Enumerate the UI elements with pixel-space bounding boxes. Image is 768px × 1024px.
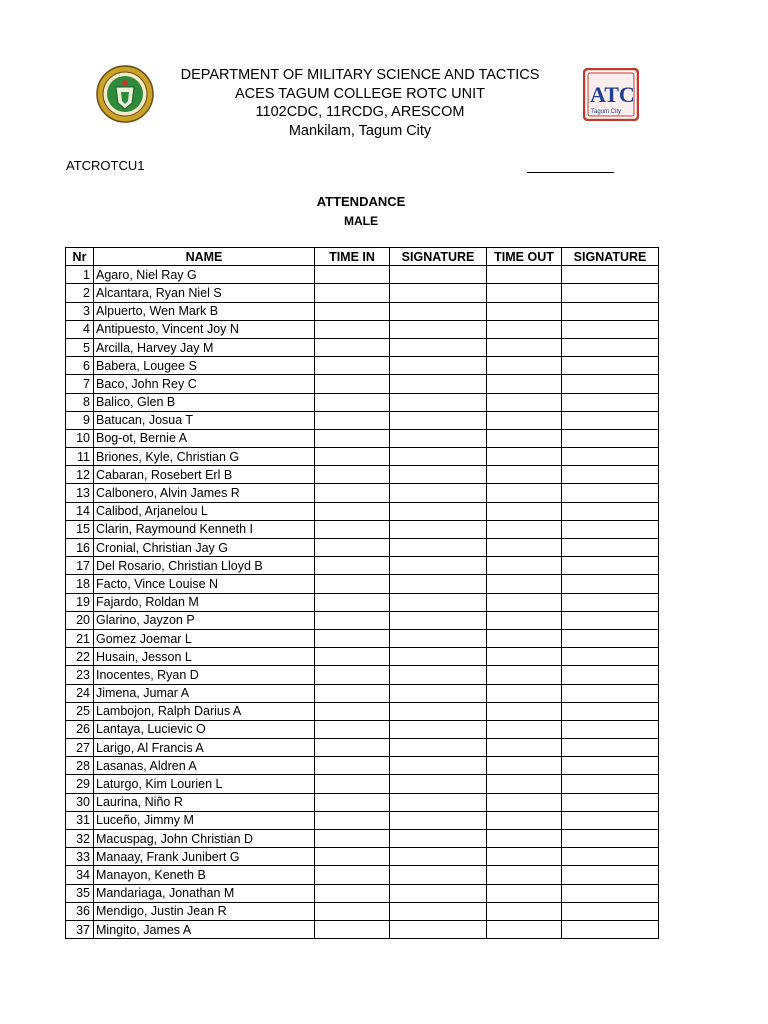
attendance-table xyxy=(65,247,659,939)
time-in-cell xyxy=(315,375,390,393)
time-out-cell xyxy=(487,429,562,447)
row-name: Babera, Lougee S xyxy=(94,357,315,375)
unit-code: ATCROTCU1 xyxy=(66,158,145,173)
table-row xyxy=(66,848,659,866)
signature-in-cell xyxy=(390,539,487,557)
row-name: Luceño, Jimmy M xyxy=(94,811,315,829)
time-out-cell xyxy=(487,266,562,284)
signature-in-cell xyxy=(390,866,487,884)
time-in-cell xyxy=(315,338,390,356)
signature-in-cell xyxy=(390,830,487,848)
signature-in-cell xyxy=(390,611,487,629)
row-number: 8 xyxy=(66,393,94,411)
signature-in-cell xyxy=(390,302,487,320)
row-name: Briones, Kyle, Christian G xyxy=(94,448,315,466)
row-number: 25 xyxy=(66,702,94,720)
time-out-cell xyxy=(487,648,562,666)
table-header-row xyxy=(66,248,659,266)
table-row xyxy=(66,393,659,411)
table-row xyxy=(66,720,659,738)
table-body xyxy=(66,266,659,939)
signature-in-cell xyxy=(390,920,487,938)
time-out-cell xyxy=(487,320,562,338)
row-name: Jimena, Jumar A xyxy=(94,684,315,702)
time-in-cell xyxy=(315,520,390,538)
time-in-cell xyxy=(315,393,390,411)
col-header-nr: Nr xyxy=(66,248,94,266)
row-number: 3 xyxy=(66,302,94,320)
table-row xyxy=(66,684,659,702)
table-row xyxy=(66,830,659,848)
signature-in-cell xyxy=(390,593,487,611)
row-name: Alpuerto, Wen Mark B xyxy=(94,302,315,320)
signature-in-cell xyxy=(390,793,487,811)
row-name: Mingito, James A xyxy=(94,920,315,938)
row-number: 16 xyxy=(66,539,94,557)
signature-out-cell xyxy=(562,648,659,666)
time-in-cell xyxy=(315,557,390,575)
time-out-cell xyxy=(487,866,562,884)
table-row xyxy=(66,484,659,502)
rotc-seal-icon xyxy=(96,65,154,123)
signature-in-cell xyxy=(390,448,487,466)
time-out-cell xyxy=(487,484,562,502)
header-department: DEPARTMENT OF MILITARY SCIENCE AND TACTICS xyxy=(180,67,540,83)
time-out-cell xyxy=(487,720,562,738)
row-name: Inocentes, Ryan D xyxy=(94,666,315,684)
signature-out-cell xyxy=(562,448,659,466)
row-name: Bog-ot, Bernie A xyxy=(94,429,315,447)
row-number: 20 xyxy=(66,611,94,629)
signature-out-cell xyxy=(562,466,659,484)
time-in-cell xyxy=(315,484,390,502)
row-number: 10 xyxy=(66,429,94,447)
signature-out-cell xyxy=(562,793,659,811)
time-in-cell xyxy=(315,866,390,884)
signature-out-cell xyxy=(562,666,659,684)
signature-in-cell xyxy=(390,520,487,538)
row-number: 31 xyxy=(66,811,94,829)
row-number: 13 xyxy=(66,484,94,502)
signature-out-cell xyxy=(562,429,659,447)
signature-in-cell xyxy=(390,684,487,702)
row-name: Lambojon, Ralph Darius A xyxy=(94,702,315,720)
time-in-cell xyxy=(315,502,390,520)
time-out-cell xyxy=(487,284,562,302)
time-in-cell xyxy=(315,757,390,775)
signature-out-cell xyxy=(562,393,659,411)
time-out-cell xyxy=(487,629,562,647)
time-in-cell xyxy=(315,411,390,429)
signature-out-cell xyxy=(562,811,659,829)
time-out-cell xyxy=(487,357,562,375)
time-in-cell xyxy=(315,666,390,684)
time-in-cell xyxy=(315,902,390,920)
time-in-cell xyxy=(315,448,390,466)
row-name: Calbonero, Alvin James R xyxy=(94,484,315,502)
header-unit: ACES TAGUM COLLEGE ROTC UNIT xyxy=(234,85,486,102)
row-number: 11 xyxy=(66,448,94,466)
time-out-cell xyxy=(487,848,562,866)
time-in-cell xyxy=(315,593,390,611)
table-row xyxy=(66,884,659,902)
table-row xyxy=(66,648,659,666)
signature-out-cell xyxy=(562,739,659,757)
signature-in-cell xyxy=(390,429,487,447)
time-in-cell xyxy=(315,357,390,375)
row-number: 17 xyxy=(66,557,94,575)
signature-out-cell xyxy=(562,920,659,938)
signature-out-cell xyxy=(562,720,659,738)
row-number: 22 xyxy=(66,648,94,666)
time-in-cell xyxy=(315,611,390,629)
table-row xyxy=(66,284,659,302)
row-number: 4 xyxy=(66,320,94,338)
signature-out-cell xyxy=(562,557,659,575)
time-in-cell xyxy=(315,793,390,811)
row-name: Laurina, Niño R xyxy=(94,793,315,811)
time-out-cell xyxy=(487,702,562,720)
row-number: 18 xyxy=(66,575,94,593)
attendance-subtitle: MALE xyxy=(344,214,378,228)
row-name: Laturgo, Kim Lourien L xyxy=(94,775,315,793)
time-in-cell xyxy=(315,720,390,738)
row-number: 28 xyxy=(66,757,94,775)
row-name: Larigo, Al Francis A xyxy=(94,739,315,757)
row-name: Facto, Vince Louise N xyxy=(94,575,315,593)
signature-in-cell xyxy=(390,502,487,520)
col-header-time-out: TIME OUT xyxy=(487,248,562,266)
date-blank-line xyxy=(527,172,614,173)
row-name: Mendigo, Justin Jean R xyxy=(94,902,315,920)
row-number: 23 xyxy=(66,666,94,684)
row-number: 27 xyxy=(66,739,94,757)
table-row xyxy=(66,902,659,920)
table-row xyxy=(66,702,659,720)
signature-in-cell xyxy=(390,629,487,647)
time-out-cell xyxy=(487,902,562,920)
time-out-cell xyxy=(487,811,562,829)
attendance-title: ATTENDANCE xyxy=(316,194,406,209)
table-row xyxy=(66,593,659,611)
signature-in-cell xyxy=(390,575,487,593)
table-row xyxy=(66,338,659,356)
row-name: Antipuesto, Vincent Joy N xyxy=(94,320,315,338)
document-header xyxy=(150,66,570,140)
time-out-cell xyxy=(487,884,562,902)
table-row xyxy=(66,466,659,484)
signature-out-cell xyxy=(562,502,659,520)
table-row xyxy=(66,629,659,647)
col-header-signature-in: SIGNATURE xyxy=(390,248,487,266)
svg-text:Tagum City: Tagum City xyxy=(591,109,622,115)
time-out-cell xyxy=(487,557,562,575)
time-out-cell xyxy=(487,302,562,320)
row-name: Balico, Glen B xyxy=(94,393,315,411)
signature-in-cell xyxy=(390,357,487,375)
row-name: Gomez Joemar L xyxy=(94,629,315,647)
time-out-cell xyxy=(487,502,562,520)
signature-out-cell xyxy=(562,357,659,375)
time-out-cell xyxy=(487,775,562,793)
table-row xyxy=(66,866,659,884)
table-row xyxy=(66,611,659,629)
time-out-cell xyxy=(487,448,562,466)
signature-out-cell xyxy=(562,884,659,902)
signature-in-cell xyxy=(390,338,487,356)
signature-out-cell xyxy=(562,830,659,848)
signature-out-cell xyxy=(562,902,659,920)
time-out-cell xyxy=(487,393,562,411)
time-in-cell xyxy=(315,320,390,338)
table-row xyxy=(66,666,659,684)
signature-in-cell xyxy=(390,848,487,866)
time-in-cell xyxy=(315,648,390,666)
row-number: 2 xyxy=(66,284,94,302)
signature-out-cell xyxy=(562,375,659,393)
table-row xyxy=(66,575,659,593)
row-name: Arcilla, Harvey Jay M xyxy=(94,338,315,356)
row-number: 5 xyxy=(66,338,94,356)
row-number: 15 xyxy=(66,520,94,538)
row-number: 26 xyxy=(66,720,94,738)
signature-out-cell xyxy=(562,284,659,302)
signature-in-cell xyxy=(390,375,487,393)
signature-out-cell xyxy=(562,611,659,629)
col-header-time-in: TIME IN xyxy=(315,248,390,266)
row-name: Manaay, Frank Junibert G xyxy=(94,848,315,866)
time-in-cell xyxy=(315,920,390,938)
time-in-cell xyxy=(315,266,390,284)
signature-in-cell xyxy=(390,320,487,338)
row-name: Calibod, Arjanelou L xyxy=(94,502,315,520)
signature-out-cell xyxy=(562,775,659,793)
time-out-cell xyxy=(487,375,562,393)
time-out-cell xyxy=(487,575,562,593)
row-number: 29 xyxy=(66,775,94,793)
row-number: 33 xyxy=(66,848,94,866)
table-row xyxy=(66,448,659,466)
time-out-cell xyxy=(487,757,562,775)
time-out-cell xyxy=(487,466,562,484)
table-row xyxy=(66,793,659,811)
table-row xyxy=(66,757,659,775)
signature-out-cell xyxy=(562,411,659,429)
row-name: Lantaya, Lucievic O xyxy=(94,720,315,738)
signature-out-cell xyxy=(562,320,659,338)
col-header-signature-out: SIGNATURE xyxy=(562,248,659,266)
signature-out-cell xyxy=(562,684,659,702)
row-number: 14 xyxy=(66,502,94,520)
time-out-cell xyxy=(487,611,562,629)
table-row xyxy=(66,357,659,375)
signature-out-cell xyxy=(562,629,659,647)
signature-out-cell xyxy=(562,338,659,356)
row-name: Glarino, Jayzon P xyxy=(94,611,315,629)
table-row xyxy=(66,502,659,520)
col-header-name: NAME xyxy=(94,248,315,266)
table-row xyxy=(66,411,659,429)
row-name: Del Rosario, Christian Lloyd B xyxy=(94,557,315,575)
row-number: 9 xyxy=(66,411,94,429)
signature-out-cell xyxy=(562,848,659,866)
signature-in-cell xyxy=(390,484,487,502)
table-row xyxy=(66,429,659,447)
time-out-cell xyxy=(487,520,562,538)
row-name: Agaro, Niel Ray G xyxy=(94,266,315,284)
signature-in-cell xyxy=(390,702,487,720)
signature-out-cell xyxy=(562,575,659,593)
time-in-cell xyxy=(315,848,390,866)
time-in-cell xyxy=(315,284,390,302)
time-in-cell xyxy=(315,739,390,757)
time-out-cell xyxy=(487,411,562,429)
table-row xyxy=(66,539,659,557)
table-row xyxy=(66,520,659,538)
table-row xyxy=(66,266,659,284)
signature-out-cell xyxy=(562,702,659,720)
signature-in-cell xyxy=(390,884,487,902)
table-row xyxy=(66,739,659,757)
signature-out-cell xyxy=(562,520,659,538)
time-out-cell xyxy=(487,830,562,848)
table-row xyxy=(66,775,659,793)
table-row xyxy=(66,811,659,829)
row-number: 30 xyxy=(66,793,94,811)
signature-out-cell xyxy=(562,539,659,557)
table-row xyxy=(66,920,659,938)
table-row xyxy=(66,375,659,393)
signature-in-cell xyxy=(390,411,487,429)
atc-logo-icon xyxy=(583,68,639,121)
row-number: 1 xyxy=(66,266,94,284)
signature-in-cell xyxy=(390,648,487,666)
signature-in-cell xyxy=(390,557,487,575)
row-name: Alcantara, Ryan Niel S xyxy=(94,284,315,302)
signature-in-cell xyxy=(390,739,487,757)
time-in-cell xyxy=(315,539,390,557)
time-out-cell xyxy=(487,539,562,557)
row-number: 35 xyxy=(66,884,94,902)
time-in-cell xyxy=(315,884,390,902)
row-number: 12 xyxy=(66,466,94,484)
row-name: Mandariaga, Jonathan M xyxy=(94,884,315,902)
row-number: 34 xyxy=(66,866,94,884)
row-number: 24 xyxy=(66,684,94,702)
time-out-cell xyxy=(487,684,562,702)
signature-in-cell xyxy=(390,266,487,284)
table-row xyxy=(66,320,659,338)
time-in-cell xyxy=(315,466,390,484)
row-name: Clarin, Raymound Kenneth I xyxy=(94,520,315,538)
time-in-cell xyxy=(315,830,390,848)
time-in-cell xyxy=(315,575,390,593)
time-in-cell xyxy=(315,775,390,793)
row-number: 19 xyxy=(66,593,94,611)
row-number: 37 xyxy=(66,920,94,938)
time-out-cell xyxy=(487,739,562,757)
signature-out-cell xyxy=(562,757,659,775)
header-location: Mankilam, Tagum City xyxy=(288,122,432,139)
signature-out-cell xyxy=(562,484,659,502)
row-name: Batucan, Josua T xyxy=(94,411,315,429)
time-in-cell xyxy=(315,684,390,702)
time-in-cell xyxy=(315,702,390,720)
time-in-cell xyxy=(315,429,390,447)
time-out-cell xyxy=(487,338,562,356)
signature-in-cell xyxy=(390,466,487,484)
signature-out-cell xyxy=(562,266,659,284)
signature-in-cell xyxy=(390,757,487,775)
svg-text:ATC: ATC xyxy=(590,82,635,107)
time-out-cell xyxy=(487,920,562,938)
row-number: 36 xyxy=(66,902,94,920)
row-number: 32 xyxy=(66,830,94,848)
signature-in-cell xyxy=(390,393,487,411)
signature-out-cell xyxy=(562,302,659,320)
table-row xyxy=(66,302,659,320)
signature-in-cell xyxy=(390,666,487,684)
signature-in-cell xyxy=(390,811,487,829)
time-out-cell xyxy=(487,666,562,684)
row-name: Husain, Jesson L xyxy=(94,648,315,666)
row-name: Lasanas, Aldren A xyxy=(94,757,315,775)
signature-in-cell xyxy=(390,720,487,738)
row-number: 21 xyxy=(66,629,94,647)
row-name: Manayon, Keneth B xyxy=(94,866,315,884)
signature-out-cell xyxy=(562,593,659,611)
time-in-cell xyxy=(315,302,390,320)
time-in-cell xyxy=(315,811,390,829)
signature-out-cell xyxy=(562,866,659,884)
row-name: Cronial, Christian Jay G xyxy=(94,539,315,557)
time-out-cell xyxy=(487,593,562,611)
signature-in-cell xyxy=(390,902,487,920)
row-name: Fajardo, Roldan M xyxy=(94,593,315,611)
row-name: Cabaran, Rosebert Erl B xyxy=(94,466,315,484)
signature-in-cell xyxy=(390,775,487,793)
signature-in-cell xyxy=(390,284,487,302)
time-in-cell xyxy=(315,629,390,647)
row-number: 6 xyxy=(66,357,94,375)
table-row xyxy=(66,557,659,575)
row-name: Macuspag, John Christian D xyxy=(94,830,315,848)
time-out-cell xyxy=(487,793,562,811)
header-codes: 1102CDC, 11RCDG, ARESCOM xyxy=(255,104,465,120)
row-name: Baco, John Rey C xyxy=(94,375,315,393)
row-number: 7 xyxy=(66,375,94,393)
